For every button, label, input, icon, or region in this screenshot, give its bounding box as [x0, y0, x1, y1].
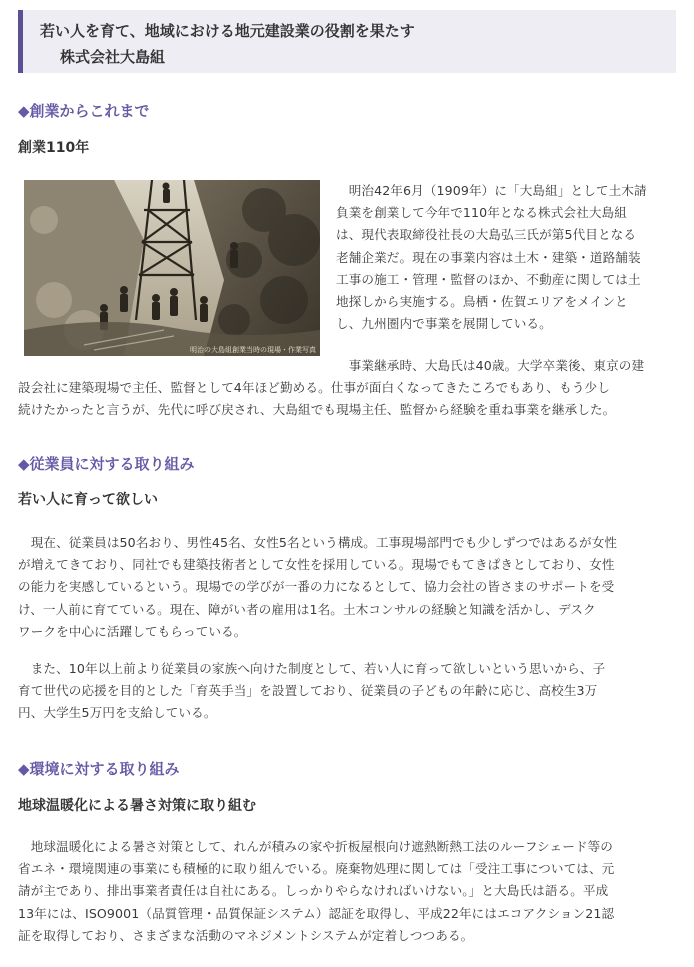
subheading-global-warming: 地球温暖化による暑さ対策に取り組む — [18, 798, 256, 814]
section-heading-history: ◆創業からこれまで — [18, 102, 150, 120]
title-banner — [18, 10, 676, 73]
text-line: 設会社に建築現場で主任、監督として4年ほど勤める。仕事が面白くなってきたころでもあり、もう少し — [18, 380, 610, 396]
text-line: 省エネ・環境関連の事業にも積極的に取り組んでいる。廃棄物処理に関しては「受注工事については、元 — [18, 861, 615, 877]
paragraph-employees-2 — [18, 658, 676, 725]
company-name: 株式会社大島組 — [60, 48, 166, 66]
text-line: 負業を創業して今年で110年となる株式会社大島組 — [336, 205, 627, 221]
text-line: 請が主であり、排出事業者責任は自社にある。しっかりやらなければいけない。」と大島氏は語る。平成 — [18, 883, 609, 899]
paragraph-employees-1 — [18, 532, 676, 643]
text-line: 現在、従業員は50名おり、男性45名、女性5名という構成。工事現場部門でも少しずつではあるが女性 — [18, 535, 618, 550]
text-line: し、九州圏内で事業を展開している。 — [336, 316, 552, 332]
text-line: は、現代表取締役社長の大島弘三氏が第5代目となる — [336, 227, 637, 243]
text-line: が増えてきており、同社でも建築技術者として女性を採用している。現場でもてきぱきとしており、女性 — [18, 557, 615, 573]
text-line: 明治42年6月（1909年）に「大島組」として土木請 — [336, 183, 647, 198]
text-line: 地球温暖化による暑さ対策として、れんが積みの家や折板屋根向け遮熱断熱工法のルーフシェード等の — [18, 839, 613, 854]
photo-caption: 明治の大島組創業当時の現場・作業写真 — [190, 346, 316, 354]
page-title: 若い人を育て、地域における地元建設業の役割を果たす — [40, 22, 415, 40]
paragraph-history-2 — [18, 355, 676, 422]
historical-photo — [24, 180, 320, 356]
section-heading-employees: ◆従業員に対する取り組み — [18, 455, 195, 473]
subheading-young-people: 若い人に育って欲しい — [18, 492, 158, 508]
text-line: 事業継承時、大島氏は40歳。大学卒業後、東京の建 — [336, 358, 645, 373]
paragraph-environment-1 — [18, 836, 676, 947]
text-line: 13年には、ISO9001（品質管理・品質保証システム）認証を取得し、平成22年にはエコアクション21認 — [18, 905, 615, 921]
text-line: 地探しから実施する。鳥栖・佐賀エリアをメインと — [336, 294, 628, 310]
text-line: 続けたかったと言うが、先代に呼び戻され、大島組でも現場主任、監督から経験を重ね事業を継承した。 — [18, 402, 616, 418]
text-line: 育て世代の応援を目的とした「育英手当」を設置しており、従業員の子どもの年齢に応じ、高校生3万 — [18, 683, 598, 699]
text-line: 円、大学生5万円を支給している。 — [18, 705, 217, 721]
text-line: 工事の施工・管理・監督のほか、不動産に関しては土 — [336, 271, 641, 287]
text-line: 証を取得しており、さまざまな活動のマネジメントシステムが定着しつつある。 — [18, 927, 474, 943]
paragraph-history-1 — [336, 180, 676, 335]
text-line: また、10年以上前より従業員の家族へ向けた制度として、若い人に育って欲しいという思いから、子 — [18, 661, 606, 676]
text-line: 老舗企業だ。現在の事業内容は土木・建築・道路舗装 — [336, 249, 641, 265]
text-line: ワークを中心に活躍してもらっている。 — [18, 623, 247, 639]
subheading-founding: 創業110年 — [18, 140, 90, 156]
section-heading-environment: ◆環境に対する取り組み — [18, 760, 180, 778]
text-line: け、一人前に育てている。現在、障がい者の雇用は1名。土木コンサルの経験と知識を活かし、デスク — [18, 601, 596, 617]
text-line: の能力を実感しているという。現場での学びが一番の力になるとして、協力会社の皆さまのサポートを受 — [18, 579, 615, 595]
